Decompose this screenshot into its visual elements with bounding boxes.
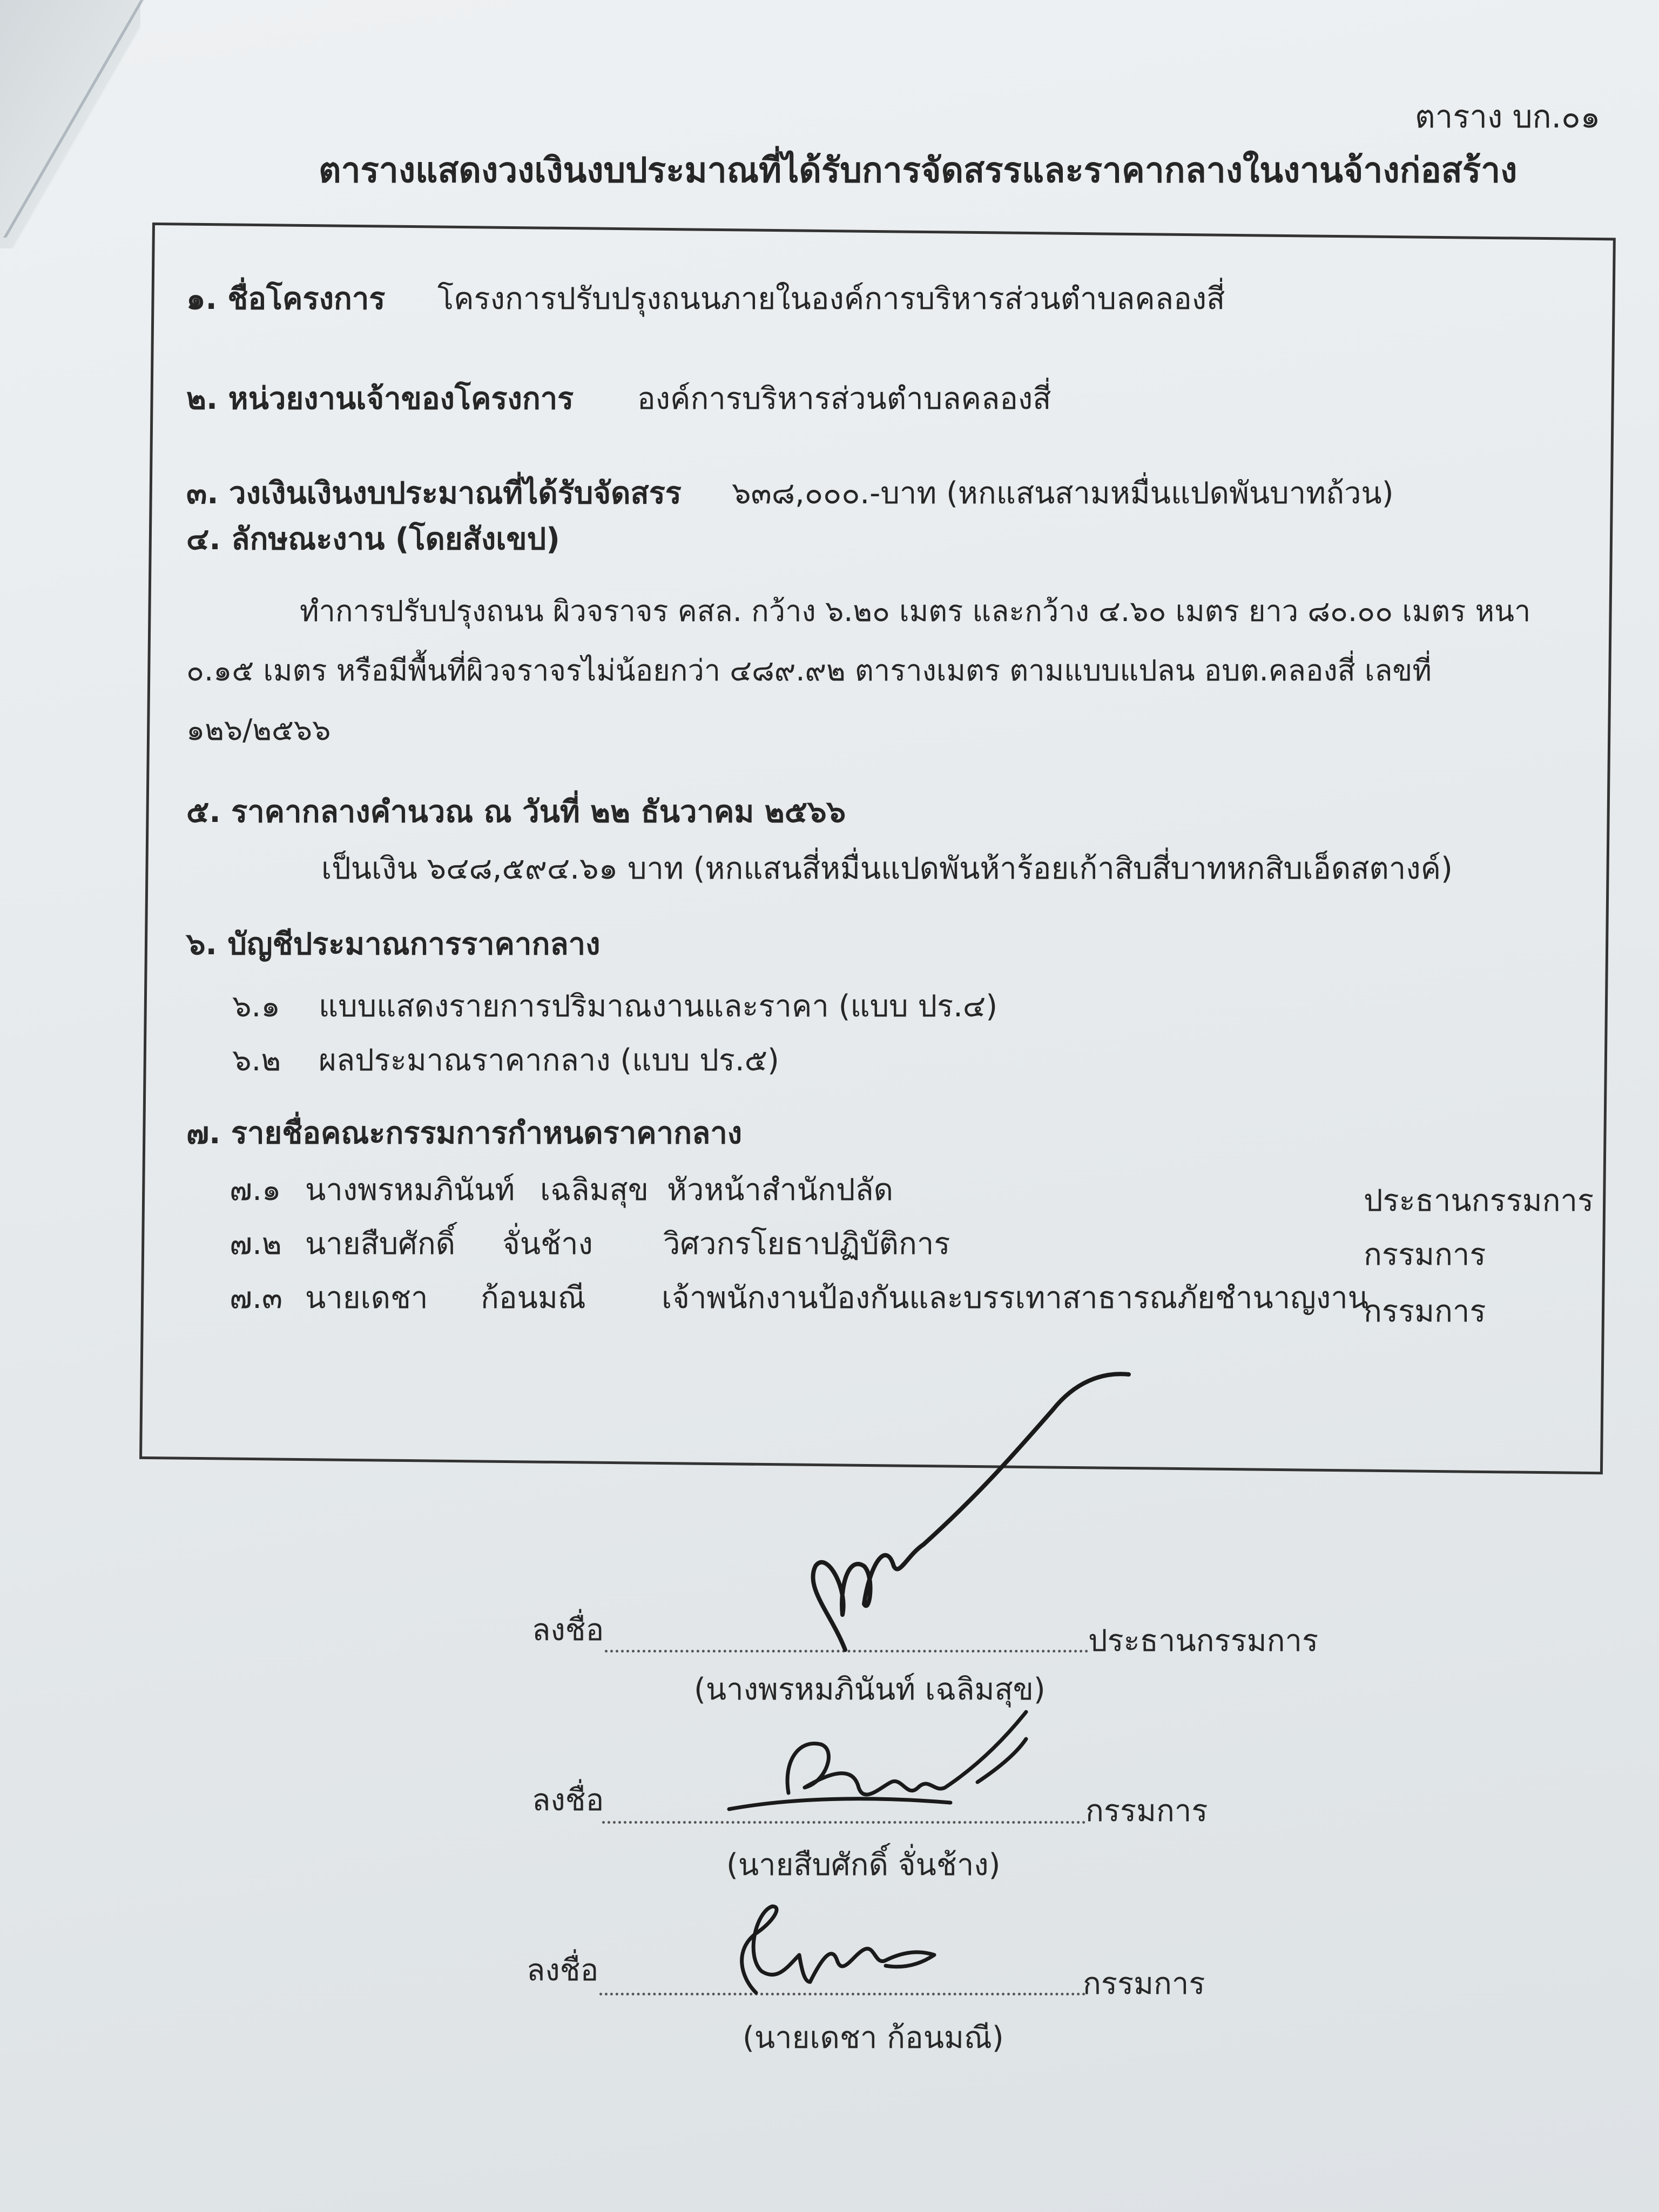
item2-value: องค์การบริหารส่วนตำบลคลองสี่	[637, 381, 1051, 416]
signature2-role: กรรมการ	[1085, 1793, 1208, 1829]
handwritten-signature-chairman	[783, 1361, 1161, 1663]
item5-value: เป็นเงิน ๖๔๘,๕๙๔.๖๑ บาท (หกแสนสี่หมื่นแปดพันห้าร้อยเก้าสิบสี่บาทหกสิบเอ็ดสตางค์)	[321, 851, 1453, 886]
item1-label: ๑. ชื่อโครงการ	[186, 281, 386, 316]
member2-position: วิศวกรโยธาปฏิบัติการ	[663, 1226, 950, 1262]
item4-line3: ๑๒๖/๒๕๖๖	[186, 713, 331, 747]
item6-sub2-text: ผลประมาณราคากลาง (แบบ ปร.๕)	[319, 1043, 779, 1078]
member2-num: ๗.๒	[230, 1226, 282, 1262]
member3-position: เจ้าพนักงานป้องกันและบรรเทาสาธารณภัยชำนาญงาน	[662, 1280, 1368, 1316]
item4-line1: ทำการปรับปรุงถนน ผิวจราจร คสล. กว้าง ๖.๒๐ เมตร และกว้าง ๔.๖๐ เมตร ยาว ๘๐.๐๐ เมตร หนา	[300, 594, 1531, 628]
member3-role: กรรมการ	[1364, 1294, 1486, 1329]
signature1-role: ประธานกรรมการ	[1088, 1623, 1319, 1658]
item3-label: ๓. วงเงินเงินงบประมาณที่ได้รับจัดสรร	[186, 476, 682, 511]
handwritten-signature-member1	[724, 1707, 1048, 1825]
signature3-role: กรรมการ	[1083, 1966, 1205, 2001]
member3-num: ๗.๓	[230, 1280, 283, 1316]
item6-sub1-num: ๖.๑	[232, 989, 280, 1024]
item4-label: ๔. ลักษณะงาน (โดยสังเขป)	[186, 522, 560, 557]
handwritten-signature-member2	[724, 1901, 950, 1998]
member1-num: ๗.๑	[230, 1172, 281, 1208]
document-title: ตารางแสดงวงเงินงบประมาณที่ได้รับการจัดสรรและราคากลางในงานจ้างก่อสร้าง	[319, 151, 1518, 191]
item6-label: ๖. บัญชีประมาณการราคากลาง	[186, 927, 601, 962]
member1-position: หัวหน้าสำนักปลัด	[667, 1172, 894, 1208]
member2-last: จั่นช้าง	[502, 1226, 593, 1262]
signature2-prefix: ลงชื่อ	[532, 1783, 604, 1818]
item4-line2: ๐.๑๕ เมตร หรือมีพื้นที่ผิวจราจรไม่น้อยกว่า ๔๘๙.๙๒ ตารางเมตร ตามแบบแปลน อบต.คลองสี่ เลขที่	[186, 653, 1432, 687]
member1-last: เฉลิมสุข	[540, 1172, 649, 1208]
member2-role: กรรมการ	[1364, 1237, 1486, 1272]
item2-label: ๒. หน่วยงานเจ้าของโครงการ	[186, 381, 574, 416]
signature3-name: (นายเดชา ก้อนมณี)	[743, 2020, 1004, 2055]
item6-sub1-text: แบบแสดงรายการปริมาณงานและราคา (แบบ ปร.๔)	[319, 989, 998, 1024]
member3-last: ก้อนมณี	[481, 1280, 586, 1316]
member2-first: นายสืบศักดิ์	[305, 1226, 456, 1262]
form-code: ตาราง บก.๐๑	[1415, 98, 1601, 135]
item5-label: ๕. ราคากลางคำนวณ ณ วันที่ ๒๒ ธันวาคม ๒๕๖๖	[186, 794, 846, 830]
member1-role: ประธานกรรมการ	[1364, 1183, 1594, 1218]
item6-sub2-num: ๖.๒	[232, 1043, 281, 1078]
signature3-prefix: ลงชื่อ	[527, 1953, 599, 1988]
member1-first: นางพรหมภินันท์	[305, 1172, 515, 1208]
signature1-name: (นางพรหมภินันท์ เฉลิมสุข)	[694, 1672, 1046, 1707]
signature2-name: (นายสืบศักดิ์ จั่นช้าง)	[726, 1847, 1001, 1883]
item1-value: โครงการปรับปรุงถนนภายในองค์การบริหารส่วนตำบลคลองสี่	[437, 281, 1225, 316]
signature1-prefix: ลงชื่อ	[532, 1613, 604, 1648]
item7-label: ๗. รายชื่อคณะกรรมการกำหนดราคากลาง	[186, 1116, 743, 1151]
member3-first: นายเดชา	[305, 1280, 428, 1316]
item3-value: ๖๓๘,๐๐๐.-บาท (หกแสนสามหมื่นแปดพันบาทถ้วน)	[732, 476, 1394, 511]
